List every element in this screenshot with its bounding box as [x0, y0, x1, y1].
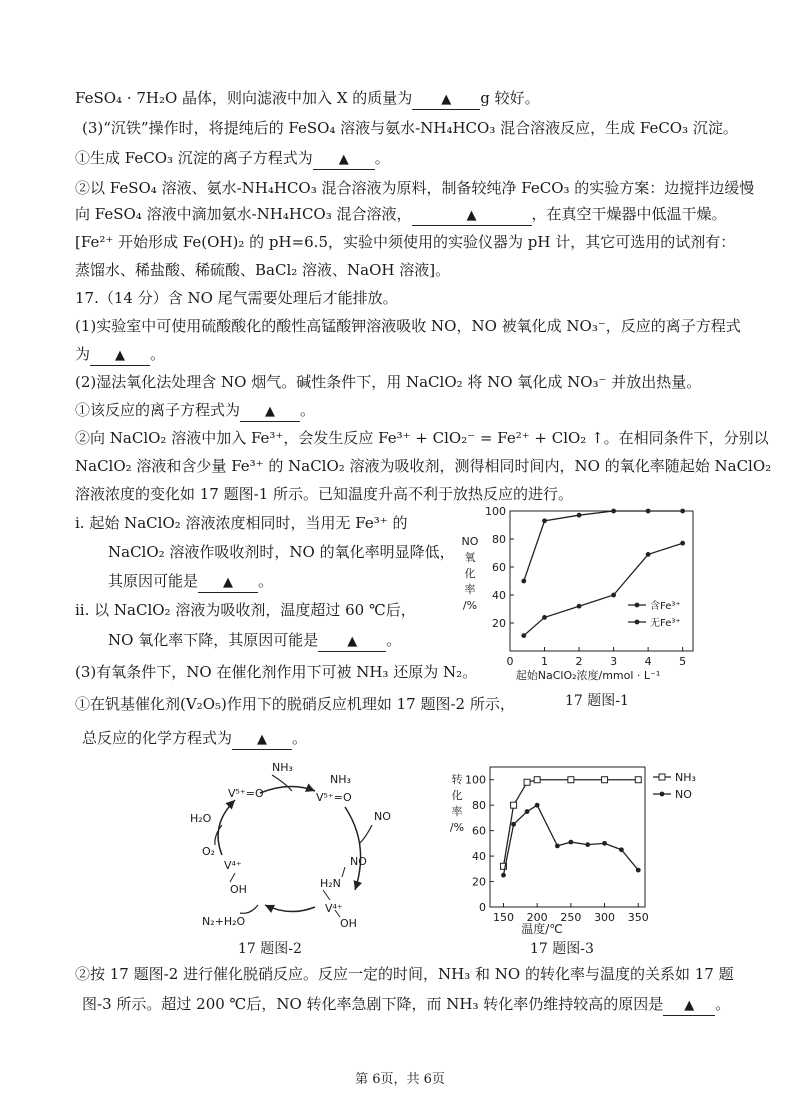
- text-line: 蒸馏水、稀盐酸、稀硫酸、BaCl₂ 溶液、NaOH 溶液]。: [75, 261, 451, 279]
- answer-blank[interactable]: ▲: [313, 149, 375, 170]
- y-tick-label: 100: [485, 505, 506, 518]
- figure-caption-1: 17 题图-1: [565, 693, 629, 709]
- nh3-reactant-label: NH₃: [272, 761, 293, 774]
- page-footer: 第 6页，共 6页: [355, 1072, 445, 1087]
- data-point: [585, 842, 590, 847]
- y-axis-label-char: /%: [462, 599, 478, 612]
- figure-caption-3: 17 题图-3: [530, 941, 594, 957]
- question-17-part-2: (2)湿法氧化法处理含 NO 烟气。碱性条件下，用 NaClO₂ 将 NO 氧化成 NO₃⁻ 并放出热量。: [75, 373, 702, 391]
- series-line-0: [503, 780, 638, 867]
- answer-blank[interactable]: ▲: [412, 205, 532, 226]
- hydroxyl-label: OH: [230, 883, 247, 896]
- data-point: [619, 847, 624, 852]
- legend-marker: [635, 603, 640, 608]
- x-tick-label: 200: [526, 911, 548, 924]
- text-line: NaClO₂ 溶液作吸收剂时，NO 的氧化率明显降低，: [108, 543, 455, 561]
- answer-blank[interactable]: ▲: [198, 572, 258, 593]
- y-tick-label: 20: [472, 875, 486, 889]
- question-17-part-3: (3)有氧条件下，NO 在催化剂作用下可被 NH₃ 还原为 N₂。: [75, 663, 478, 681]
- data-point: [568, 840, 573, 845]
- x-tick-label: 1: [541, 655, 549, 668]
- y-tick-label: 20: [492, 617, 506, 630]
- y-tick-label: 80: [492, 533, 506, 546]
- y-axis-label-char: NO: [461, 535, 479, 548]
- text-line: [Fe²⁺ 开始形成 Fe(OH)₂ 的 pH=6.5，实验中须使用的实验仪器为 pH 计，其它可选用的试剂有：: [75, 233, 736, 251]
- x-tick-label: 2: [575, 655, 583, 668]
- data-point: [680, 541, 685, 546]
- y-tick-label: 100: [465, 773, 486, 787]
- text-line: ①在钒基催化剂(V₂O₅)作用下的脱硝反应机理如 17 题图-2 所示，: [75, 695, 515, 713]
- text-line: NO 氧化率下降，其原因可能是 ▲ 。: [108, 630, 401, 652]
- text-line: 向 FeSO₄ 溶液中滴加氨水-NH₄HCO₃ 混合溶液， ▲ ，在真空干燥器中低温干燥。: [75, 204, 727, 226]
- plot-frame: [490, 767, 645, 907]
- n2-h2o-product-label: N₂+H₂O: [202, 915, 246, 928]
- v4-label: V⁴⁺: [224, 859, 242, 872]
- answer-blank[interactable]: ▲: [412, 89, 480, 110]
- data-point: [577, 604, 582, 609]
- arrow: [360, 825, 372, 843]
- data-point: [521, 633, 526, 638]
- y-axis-label-char: 转: [451, 773, 463, 786]
- legend-marker: [659, 774, 665, 780]
- text-line: 其原因可能是 ▲ 。: [108, 571, 273, 593]
- question-17-part-1: (1)实验室中可使用硫酸酸化的酸性高锰酸钾溶液吸收 NO，NO 被氧化成 NO₃⁻，反应的离子方程式: [75, 317, 741, 335]
- no-reactant-label: NO: [374, 810, 391, 823]
- arrow: [345, 807, 361, 890]
- data-point: [611, 509, 616, 514]
- answer-blank[interactable]: ▲: [90, 345, 150, 366]
- data-point: [511, 822, 516, 827]
- data-point: [635, 777, 641, 783]
- question-3-part-2: ②以 FeSO₄ 溶液、氨水-NH₄HCO₃ 混合溶液为原料，制备较纯净 FeCO₃ 的实验方案：边搅拌边缓慢: [75, 179, 755, 197]
- legend-label: NO: [675, 788, 692, 801]
- data-point: [524, 779, 530, 785]
- figure-caption-2: 17 题图-2: [238, 941, 302, 957]
- legend-label: 无Fe³⁺: [650, 618, 681, 629]
- x-tick-label: 350: [627, 911, 649, 924]
- h2o-product-label: H₂O: [190, 812, 212, 825]
- data-point: [636, 868, 641, 873]
- o2-reactant-label: O₂: [202, 845, 216, 858]
- y-axis-label: [462, 535, 479, 612]
- y-tick-label: 0: [479, 901, 486, 914]
- data-point: [646, 509, 651, 514]
- bond: [342, 867, 345, 877]
- no-intermediate-label: NO: [350, 855, 367, 868]
- x-tick-label: 0: [506, 655, 514, 668]
- x-axis-label: 起始NaClO₂浓度/mmol · L⁻¹: [515, 669, 661, 682]
- x-tick-label: 5: [679, 655, 687, 668]
- data-point: [680, 509, 685, 514]
- text-line: NaClO₂ 溶液和含少量 Fe³⁺ 的 NaClO₂ 溶液为吸收剂，测得相同时间内，NO 的氧化率随起始 NaClO₂: [75, 457, 772, 475]
- data-point: [555, 844, 560, 849]
- answer-blank[interactable]: ▲: [318, 631, 386, 652]
- x-tick-label: 150: [492, 911, 514, 924]
- oxidation-rate-chart: [450, 495, 705, 685]
- y-tick-label: 80: [472, 799, 486, 813]
- bond: [230, 873, 235, 882]
- v5-oxo-complex-label: V⁵⁺=O: [316, 791, 352, 804]
- text-line: i. 起始 NaClO₂ 溶液浓度相同时，当用无 Fe³⁺ 的: [75, 514, 408, 532]
- hydroxyl-label: OH: [340, 917, 357, 930]
- data-point: [521, 579, 526, 584]
- question-3-part-1: ①生成 FeCO₃ 沉淀的离子方程式为 ▲ 。: [75, 148, 390, 170]
- y-axis-label-char: 化: [464, 567, 476, 580]
- data-point: [568, 777, 574, 783]
- question-3-stem: (3)“沉铁”操作时，将提纯后的 FeSO₄ 溶液与氨水-NH₄HCO₃ 混合溶液反应，生成 FeCO₃ 沉淀。: [82, 119, 738, 137]
- data-point: [542, 615, 547, 620]
- y-axis-label-char: 率: [451, 805, 463, 818]
- text-line: ①该反应的离子方程式为 ▲ 。: [75, 400, 315, 422]
- text-line: ②按 17 题图-2 进行催化脱硝反应。反应一定的时间，NH₃ 和 NO 的转化率与温度的关系如 17 题: [75, 965, 734, 983]
- y-axis-label-char: /%: [449, 821, 465, 834]
- legend-marker: [635, 620, 640, 625]
- data-point: [525, 809, 530, 814]
- h2n-label: H₂N: [320, 877, 341, 890]
- x-tick-label: 300: [594, 911, 616, 924]
- text-line: [75, 88, 540, 110]
- x-tick-label: 3: [610, 655, 618, 668]
- data-point: [602, 777, 608, 783]
- text-line: 图-3 所示。超过 200 ℃后，NO 转化率急剧下降，而 NH₃ 转化率仍维持较高的原因是 ▲ 。: [82, 994, 730, 1016]
- answer-blank[interactable]: ▲: [240, 401, 300, 422]
- text-line: 总反应的化学方程式为 ▲ 。: [82, 728, 307, 750]
- bond: [323, 890, 330, 900]
- y-tick-label: 60: [492, 561, 506, 574]
- text-line: 为 ▲ 。: [75, 344, 165, 366]
- legend-label: NH₃: [675, 771, 696, 784]
- legend-marker: [660, 792, 665, 797]
- data-point: [511, 802, 517, 808]
- y-axis-label-char: 氧: [464, 551, 476, 564]
- x-axis-label: 温度/℃: [521, 922, 563, 936]
- arrow: [240, 905, 258, 913]
- y-axis-label: [450, 772, 464, 834]
- nh3-adsorbed-label: NH₃: [330, 773, 351, 786]
- data-point: [646, 552, 651, 557]
- text-line: ii. 以 NaClO₂ 溶液为吸收剂，温度超过 60 ℃后，: [75, 601, 416, 619]
- data-point: [542, 518, 547, 523]
- y-tick-label: 60: [472, 824, 486, 838]
- data-point: [611, 593, 616, 598]
- data-point: [534, 777, 540, 783]
- data-point: [602, 841, 607, 846]
- line-text: g 较好。: [480, 89, 540, 107]
- mechanism-diagram: [180, 755, 420, 935]
- data-point: [577, 513, 582, 518]
- x-tick-label: 4: [644, 655, 652, 668]
- y-axis-label-char: 率: [464, 583, 476, 596]
- v4-intermediate-label: V⁴⁺: [325, 902, 343, 915]
- y-tick-label: 40: [492, 589, 506, 602]
- text-line: 溶液浓度的变化如 17 题图-1 所示。已知温度升高不利于放热反应的进行。: [75, 485, 574, 503]
- data-point: [535, 803, 540, 808]
- data-point: [501, 873, 506, 878]
- arrow: [265, 905, 315, 912]
- y-axis-label-char: 化: [451, 789, 463, 802]
- answer-blank[interactable]: ▲: [663, 995, 715, 1016]
- answer-blank[interactable]: ▲: [232, 729, 292, 750]
- v5-oxo-label: V⁵⁺=O: [228, 787, 264, 800]
- legend-label: 含Fe³⁺: [650, 601, 681, 612]
- arrow: [260, 786, 315, 793]
- question-17-title: 17.（14 分）含 NO 尾气需要处理后才能排放。: [75, 289, 398, 307]
- y-tick-label: 40: [472, 850, 486, 864]
- series-line-0: [524, 511, 683, 581]
- conversion-rate-chart: [445, 765, 725, 937]
- text-line: ②向 NaClO₂ 溶液中加入 Fe³⁺，会发生反应 Fe³⁺ + ClO₂⁻ = Fe²⁺ + ClO₂ ↑。在相同条件下，分别以: [75, 429, 769, 447]
- line-text: FeSO₄ · 7H₂O 晶体，则向滤液中加入 X 的质量为: [75, 89, 413, 107]
- plot-frame: [510, 511, 693, 651]
- x-tick-label: 250: [560, 911, 582, 924]
